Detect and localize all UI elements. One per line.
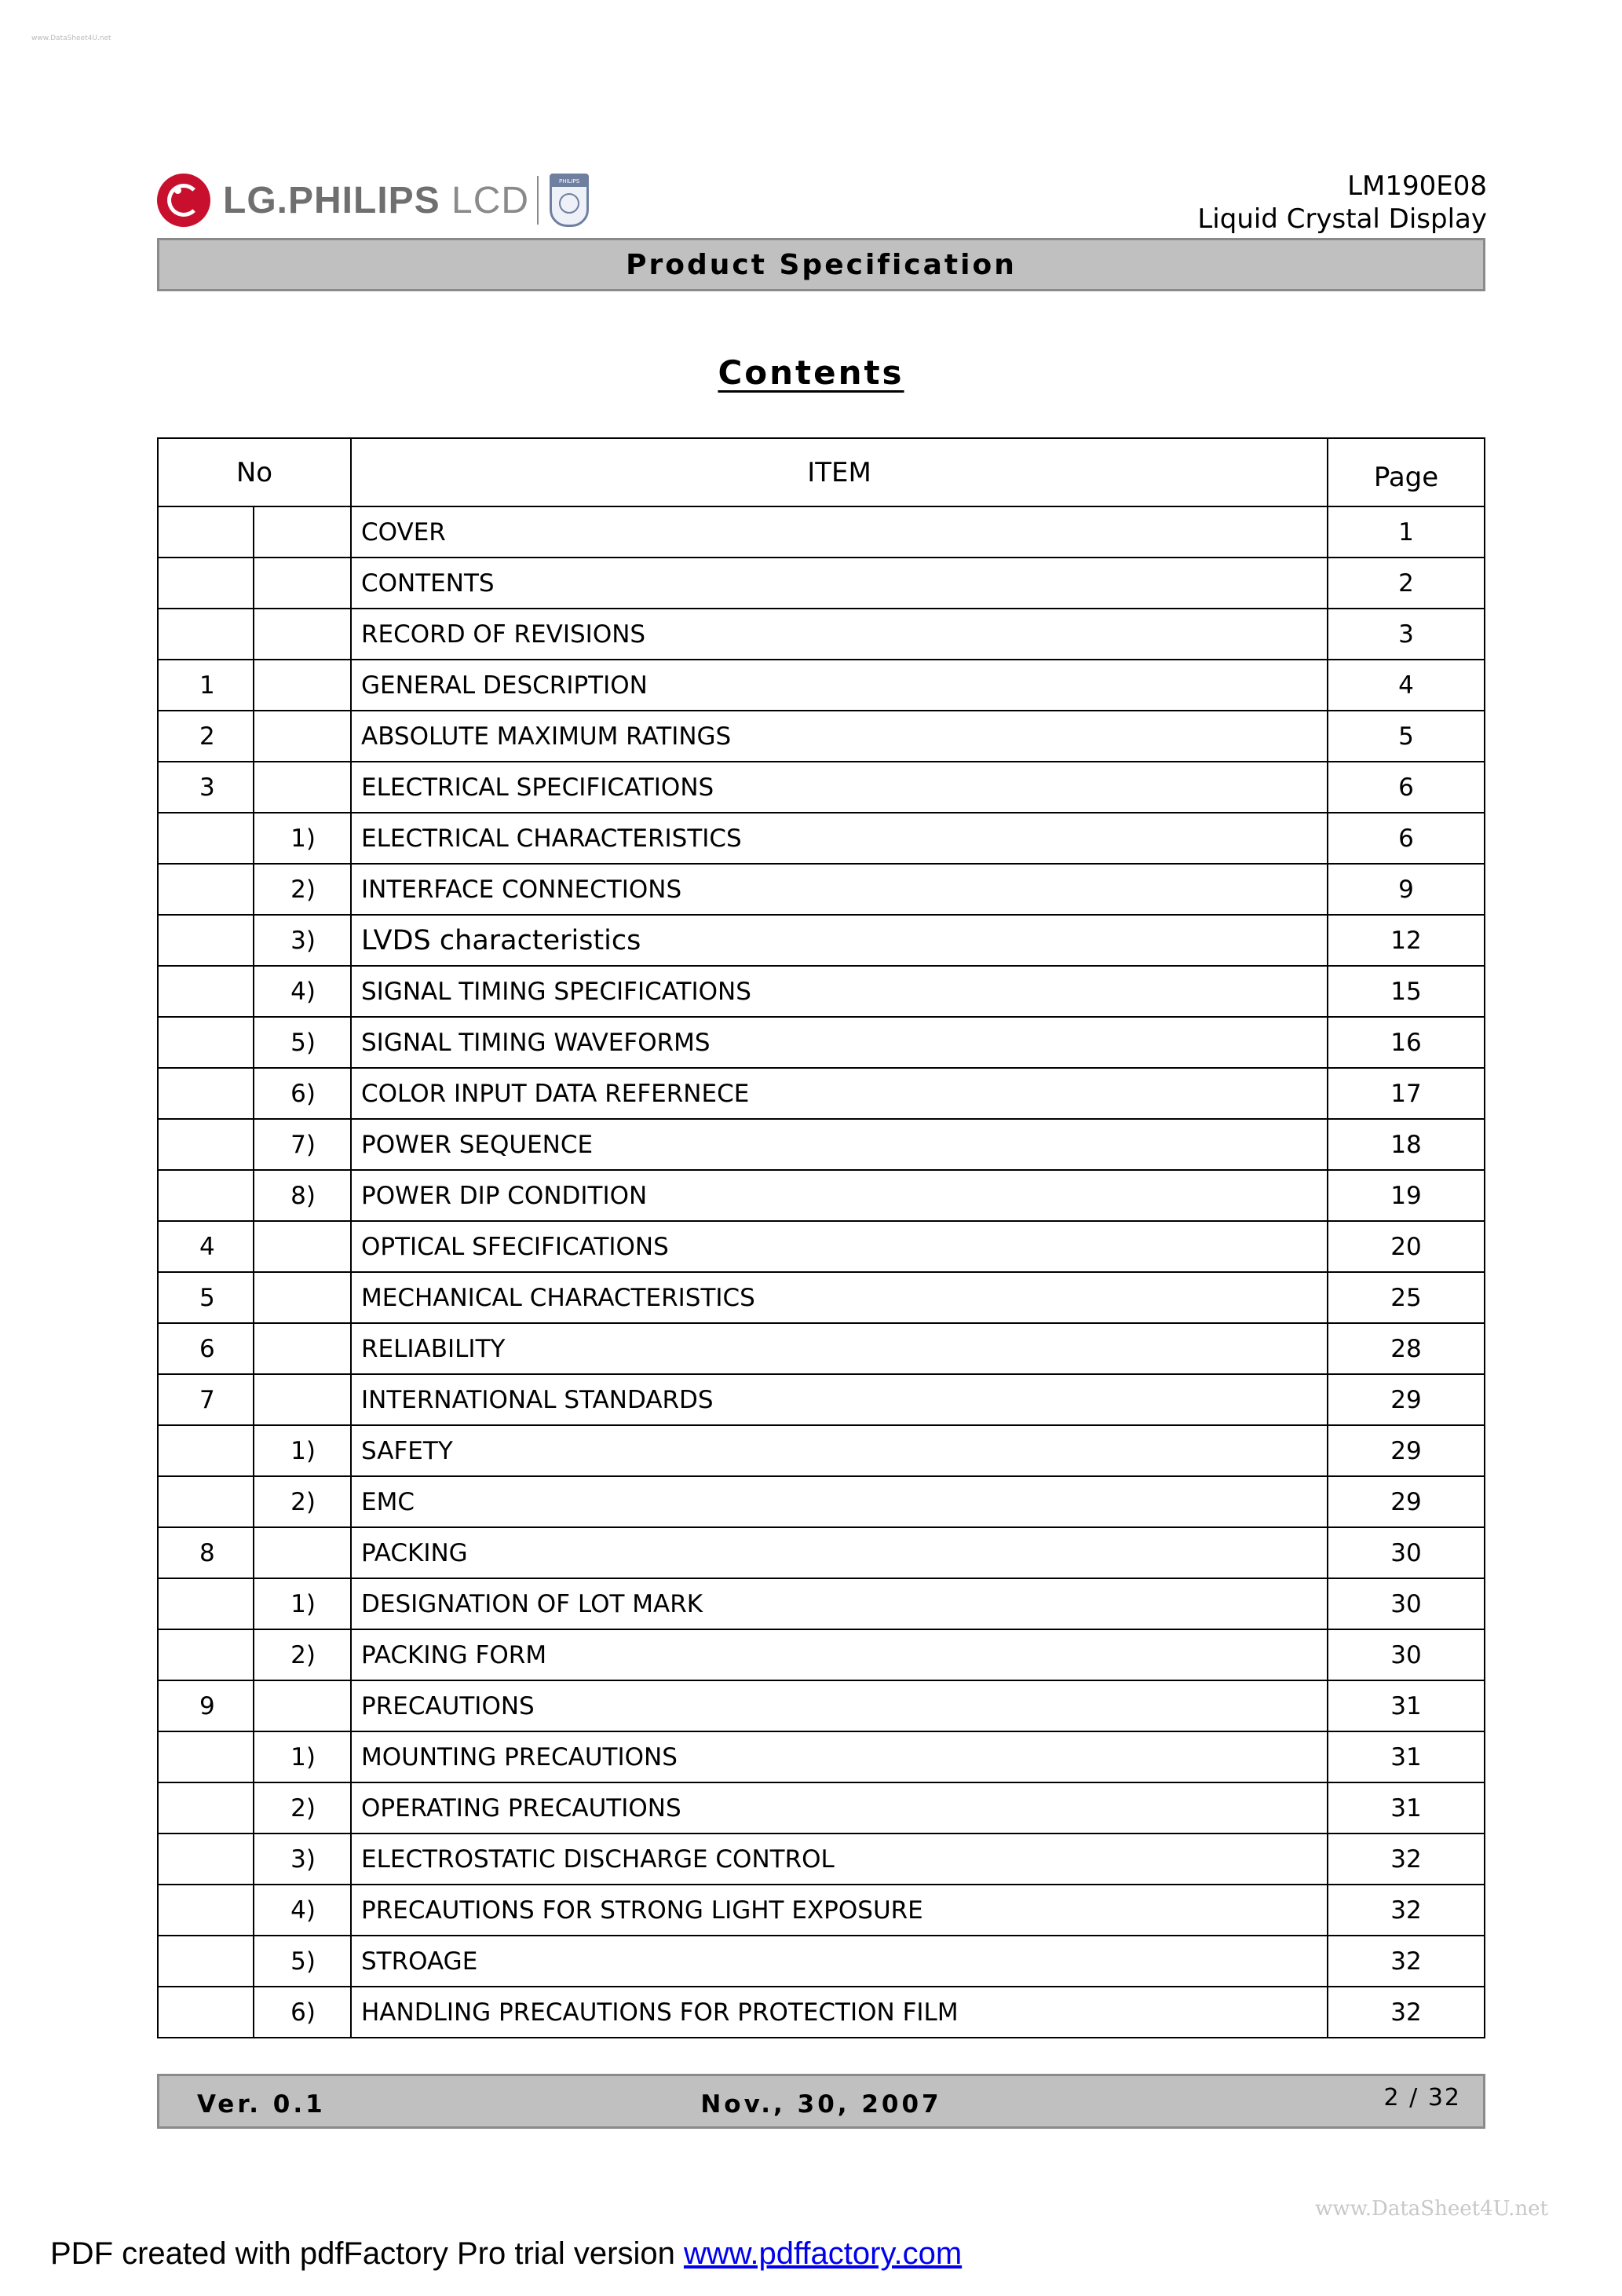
row-item: HANDLING PRECAUTIONS FOR PROTECTION FILM — [351, 1987, 1328, 2038]
row-item: ABSOLUTE MAXIMUM RATINGS — [351, 711, 1328, 762]
row-number — [158, 1425, 254, 1476]
watermark-top: www.DataSheet4U.net — [31, 35, 111, 42]
row-subnumber: 1) — [254, 1731, 351, 1782]
row-subnumber: 6) — [254, 1068, 351, 1119]
table-row — [158, 864, 1485, 915]
header-no: No — [158, 438, 351, 506]
row-subnumber: 2) — [254, 1629, 351, 1680]
row-page: 32 — [1328, 1834, 1485, 1885]
header-page: Page — [1328, 438, 1485, 506]
row-subnumber: 1) — [254, 813, 351, 864]
contents-table-body — [158, 506, 1485, 2038]
table-row — [158, 506, 1485, 558]
logo-brand: LG.PHILIPS — [223, 179, 440, 221]
row-number — [158, 1629, 254, 1680]
row-page: 3 — [1328, 609, 1485, 660]
row-page: 28 — [1328, 1323, 1485, 1374]
table-row — [158, 1834, 1485, 1885]
table-row — [158, 1885, 1485, 1936]
row-subnumber: 6) — [254, 1987, 351, 2038]
row-item: PRECAUTIONS FOR STRONG LIGHT EXPOSURE — [351, 1885, 1328, 1936]
company-logo — [157, 169, 589, 232]
row-item: RELIABILITY — [351, 1323, 1328, 1374]
row-subnumber: 2) — [254, 1782, 351, 1834]
row-page: 29 — [1328, 1374, 1485, 1425]
row-subnumber: 5) — [254, 1017, 351, 1068]
row-item: EMC — [351, 1476, 1328, 1527]
footer-bar — [157, 2074, 1485, 2129]
row-subnumber — [254, 1221, 351, 1272]
row-item: SIGNAL TIMING WAVEFORMS — [351, 1017, 1328, 1068]
row-item: PRECAUTIONS — [351, 1680, 1328, 1731]
row-number — [158, 1170, 254, 1221]
row-number: 8 — [158, 1527, 254, 1578]
row-item: LVDS characteristics — [351, 915, 1328, 966]
row-subnumber — [254, 711, 351, 762]
date-label: Nov., 30, 2007 — [700, 2090, 942, 2119]
row-subnumber: 2) — [254, 1476, 351, 1527]
row-subnumber: 5) — [254, 1936, 351, 1987]
table-row — [158, 966, 1485, 1017]
table-header-row — [158, 438, 1485, 506]
lg-face-icon — [157, 174, 210, 227]
row-subnumber — [254, 609, 351, 660]
row-number: 3 — [158, 762, 254, 813]
row-number — [158, 966, 254, 1017]
row-item: RECORD OF REVISIONS — [351, 609, 1328, 660]
table-row — [158, 558, 1485, 609]
row-item: PACKING FORM — [351, 1629, 1328, 1680]
row-number — [158, 609, 254, 660]
table-row — [158, 1323, 1485, 1374]
row-page: 32 — [1328, 1987, 1485, 2038]
product-type: Liquid Crystal Display — [1197, 203, 1487, 235]
row-page: 19 — [1328, 1170, 1485, 1221]
row-item: PACKING — [351, 1527, 1328, 1578]
row-page: 6 — [1328, 813, 1485, 864]
table-row — [158, 762, 1485, 813]
model-number: LM190E08 — [1347, 170, 1487, 202]
row-item: SAFETY — [351, 1425, 1328, 1476]
row-subnumber: 4) — [254, 1885, 351, 1936]
row-page: 1 — [1328, 506, 1485, 558]
table-row — [158, 1578, 1485, 1629]
row-number — [158, 1119, 254, 1170]
logo-wordmark — [223, 179, 529, 222]
table-row — [158, 1476, 1485, 1527]
row-number — [158, 1731, 254, 1782]
row-subnumber — [254, 558, 351, 609]
row-number — [158, 1476, 254, 1527]
shield-text: PHILIPS — [558, 178, 580, 185]
row-page: 2 — [1328, 558, 1485, 609]
table-row — [158, 1527, 1485, 1578]
row-page: 12 — [1328, 915, 1485, 966]
row-item: STROAGE — [351, 1936, 1328, 1987]
table-row — [158, 609, 1485, 660]
contents-table — [157, 437, 1485, 2038]
row-page: 5 — [1328, 711, 1485, 762]
logo-suffix: LCD — [451, 179, 530, 221]
row-number — [158, 1578, 254, 1629]
row-subnumber — [254, 1323, 351, 1374]
row-page: 6 — [1328, 762, 1485, 813]
row-page: 25 — [1328, 1272, 1485, 1323]
row-subnumber — [254, 660, 351, 711]
row-subnumber — [254, 1527, 351, 1578]
row-page: 20 — [1328, 1221, 1485, 1272]
table-row — [158, 1936, 1485, 1987]
row-item: ELECTROSTATIC DISCHARGE CONTROL — [351, 1834, 1328, 1885]
row-number — [158, 915, 254, 966]
row-subnumber: 2) — [254, 864, 351, 915]
row-number — [158, 864, 254, 915]
row-page: 30 — [1328, 1629, 1485, 1680]
pdffactory-link[interactable]: www.pdffactory.com — [683, 2236, 963, 2271]
row-number: 5 — [158, 1272, 254, 1323]
row-item: MOUNTING PRECAUTIONS — [351, 1731, 1328, 1782]
row-number — [158, 1936, 254, 1987]
row-subnumber — [254, 762, 351, 813]
pdf-notice-text: PDF created with pdfFactory Pro trial version — [50, 2236, 684, 2271]
document-title: Product Specification — [626, 248, 1017, 281]
row-page: 31 — [1328, 1731, 1485, 1782]
row-item: POWER DIP CONDITION — [351, 1170, 1328, 1221]
row-number: 9 — [158, 1680, 254, 1731]
table-row — [158, 1987, 1485, 2038]
row-item: COVER — [351, 506, 1328, 558]
row-item: DESIGNATION OF LOT MARK — [351, 1578, 1328, 1629]
row-subnumber — [254, 1272, 351, 1323]
row-item: ELECTRICAL CHARACTERISTICS — [351, 813, 1328, 864]
row-page: 30 — [1328, 1578, 1485, 1629]
row-number: 7 — [158, 1374, 254, 1425]
contents-heading: Contents — [718, 353, 904, 392]
row-page: 30 — [1328, 1527, 1485, 1578]
row-subnumber — [254, 1374, 351, 1425]
row-subnumber: 7) — [254, 1119, 351, 1170]
row-number — [158, 813, 254, 864]
row-number: 6 — [158, 1323, 254, 1374]
row-subnumber: 8) — [254, 1170, 351, 1221]
row-page: 18 — [1328, 1119, 1485, 1170]
row-item: CONTENTS — [351, 558, 1328, 609]
table-row — [158, 813, 1485, 864]
row-subnumber: 3) — [254, 915, 351, 966]
row-item: INTERFACE CONNECTIONS — [351, 864, 1328, 915]
row-item: SIGNAL TIMING SPECIFICATIONS — [351, 966, 1328, 1017]
row-page: 17 — [1328, 1068, 1485, 1119]
row-subnumber — [254, 506, 351, 558]
header-item: ITEM — [351, 438, 1328, 506]
row-item: OPTICAL SFECIFICATIONS — [351, 1221, 1328, 1272]
row-page: 16 — [1328, 1017, 1485, 1068]
row-page: 29 — [1328, 1425, 1485, 1476]
row-item: ELECTRICAL SPECIFICATIONS — [351, 762, 1328, 813]
row-subnumber: 4) — [254, 966, 351, 1017]
table-row — [158, 1782, 1485, 1834]
row-number — [158, 1987, 254, 2038]
table-row — [158, 1731, 1485, 1782]
row-number — [158, 1834, 254, 1885]
row-item: INTERNATIONAL STANDARDS — [351, 1374, 1328, 1425]
table-row — [158, 1272, 1485, 1323]
table-row — [158, 660, 1485, 711]
row-number — [158, 1885, 254, 1936]
row-item: COLOR INPUT DATA REFERNECE — [351, 1068, 1328, 1119]
philips-shield-icon — [550, 174, 589, 227]
table-row — [158, 1425, 1485, 1476]
row-page: 31 — [1328, 1782, 1485, 1834]
row-number — [158, 1782, 254, 1834]
header-info — [1197, 170, 1487, 236]
row-page: 32 — [1328, 1936, 1485, 1987]
table-row — [158, 1221, 1485, 1272]
table-row — [158, 1629, 1485, 1680]
row-item: OPERATING PRECAUTIONS — [351, 1782, 1328, 1834]
row-page: 31 — [1328, 1680, 1485, 1731]
table-row — [158, 1680, 1485, 1731]
table-row — [158, 1068, 1485, 1119]
table-row — [158, 711, 1485, 762]
row-number — [158, 558, 254, 609]
row-page: 15 — [1328, 966, 1485, 1017]
row-number — [158, 1017, 254, 1068]
table-row — [158, 1170, 1485, 1221]
row-subnumber: 3) — [254, 1834, 351, 1885]
page-number: 2 / 32 — [1383, 2084, 1461, 2111]
pdf-notice — [50, 2236, 962, 2272]
row-item: MECHANICAL CHARACTERISTICS — [351, 1272, 1328, 1323]
title-bar — [157, 238, 1485, 291]
table-row — [158, 1374, 1485, 1425]
version-label: Ver. 0.1 — [197, 2090, 326, 2119]
row-page: 4 — [1328, 660, 1485, 711]
watermark-bottom: www.DataSheet4U.net — [1315, 2197, 1548, 2221]
row-number: 4 — [158, 1221, 254, 1272]
row-page: 9 — [1328, 864, 1485, 915]
row-subnumber: 1) — [254, 1578, 351, 1629]
row-item: GENERAL DESCRIPTION — [351, 660, 1328, 711]
table-row — [158, 1119, 1485, 1170]
row-page: 32 — [1328, 1885, 1485, 1936]
row-number — [158, 1068, 254, 1119]
row-number: 1 — [158, 660, 254, 711]
row-item: POWER SEQUENCE — [351, 1119, 1328, 1170]
logo-divider — [537, 176, 539, 225]
row-number — [158, 506, 254, 558]
row-subnumber: 1) — [254, 1425, 351, 1476]
row-page: 29 — [1328, 1476, 1485, 1527]
row-subnumber — [254, 1680, 351, 1731]
table-row — [158, 915, 1485, 966]
row-number: 2 — [158, 711, 254, 762]
table-row — [158, 1017, 1485, 1068]
